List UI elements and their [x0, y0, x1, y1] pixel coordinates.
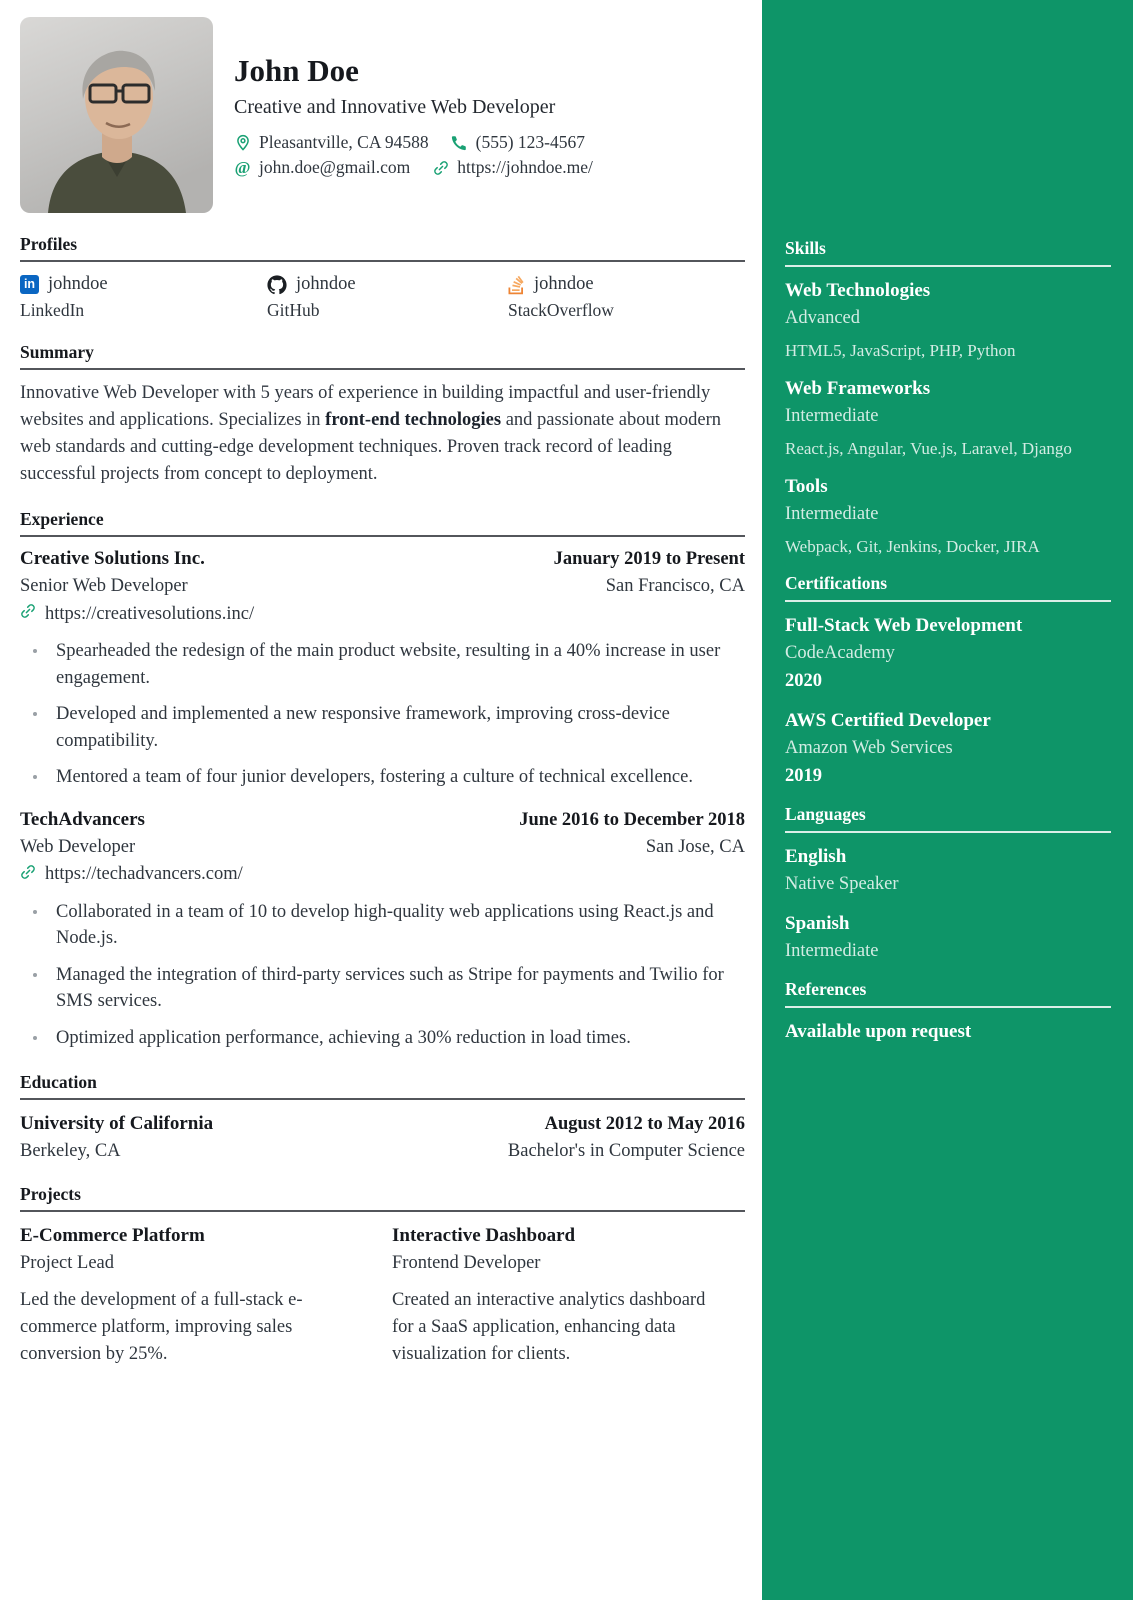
contact-website[interactable]: [432, 157, 593, 178]
profile-linkedin: [20, 274, 267, 321]
profile-network-label: StackOverflow: [508, 300, 614, 320]
profile-username: johndoe: [48, 274, 108, 294]
references-heading: References: [785, 979, 1111, 1008]
skill-item: [785, 475, 1111, 558]
bullet-item: Spearheaded the redesign of the main product website, resulting in a 40% increase in user engagement.: [20, 638, 745, 691]
project-name: E-Commerce Platform: [20, 1225, 205, 1246]
education-entry: [20, 1112, 745, 1163]
certification-issuer: CodeAcademy: [785, 643, 895, 663]
github-icon: [267, 275, 287, 295]
contact-website-text: https://johndoe.me/: [457, 157, 593, 177]
certification-issuer: Amazon Web Services: [785, 738, 953, 758]
language-name: Spanish: [785, 913, 850, 934]
profiles-heading: Profiles: [20, 234, 745, 262]
bullet-item: Optimized application performance, achieving a 30% reduction in load times.: [20, 1025, 745, 1052]
bullet-dot: [33, 775, 37, 779]
language-level: Native Speaker: [785, 874, 899, 894]
entry-company: TechAdvancers: [20, 808, 145, 830]
contact-block: [234, 132, 593, 178]
phone-icon: [451, 134, 468, 151]
location-pin-icon: [234, 134, 251, 151]
profile-network-label: LinkedIn: [20, 300, 85, 320]
contact-phone-text: (555) 123-4567: [475, 132, 586, 152]
entry-bullets: [20, 638, 745, 791]
bullet-item: Collaborated in a team of 10 to develop high-quality web applications using React.js and Node.js.: [20, 899, 745, 952]
bullet-item: Developed and implemented a new responsive framework, improving cross-device compatibility.: [20, 701, 745, 754]
language-item: [785, 845, 1111, 896]
skill-name: Tools: [785, 476, 828, 497]
entry-dates: January 2019 to Present: [553, 549, 745, 569]
education-degree: Bachelor's in Computer Science: [507, 1141, 745, 1161]
certification-year: 2019: [785, 766, 822, 786]
profile-photo-illustration: [20, 17, 213, 213]
certification-item: [785, 614, 1111, 693]
profile-github: [267, 274, 508, 321]
experience-entry: [20, 808, 745, 1052]
project-item: [392, 1224, 745, 1368]
language-item: [785, 912, 1111, 963]
education-school: University of California: [20, 1113, 214, 1134]
summary-bold-phrase: front-end technologies: [325, 410, 502, 430]
references-note: Available upon request: [785, 1021, 972, 1042]
profile-stackoverflow: [508, 274, 745, 321]
profile-username: johndoe: [534, 274, 594, 294]
section-experience: [20, 509, 745, 1051]
project-role: Frontend Developer: [392, 1253, 541, 1273]
section-education: [20, 1072, 745, 1163]
skill-keywords: HTML5, JavaScript, PHP, Python: [785, 341, 1016, 360]
profile-stackoverflow-link[interactable]: [508, 274, 745, 295]
entry-bullets: [20, 899, 745, 1052]
projects-heading: Projects: [20, 1184, 745, 1212]
education-dates: August 2012 to May 2016: [544, 1114, 745, 1134]
certifications-heading: Certifications: [785, 573, 1111, 602]
certification-name: AWS Certified Developer: [785, 710, 991, 731]
section-projects: [20, 1184, 745, 1368]
entry-position: Web Developer: [20, 836, 136, 857]
entry-location: San Jose, CA: [645, 836, 745, 857]
certification-item: [785, 709, 1111, 788]
profile-photo: [20, 17, 213, 213]
contact-row-2: [234, 157, 593, 178]
header-text: [234, 17, 593, 213]
certification-name: Full-Stack Web Development: [785, 615, 1023, 636]
entry-url[interactable]: [20, 603, 745, 625]
project-name: Interactive Dashboard: [392, 1225, 576, 1246]
projects-grid: [20, 1224, 745, 1368]
language-name: English: [785, 846, 847, 867]
profile-github-link[interactable]: [267, 274, 508, 295]
entry-location: San Francisco, CA: [605, 576, 745, 596]
contact-email-text: john.doe@gmail.com: [259, 157, 411, 177]
contact-location-text: Pleasantville, CA 94588: [259, 132, 429, 152]
project-description: Led the development of a full-stack e-commerce platform, improving sales conversion by 25%.: [20, 1290, 303, 1364]
stackoverflow-icon: [508, 275, 525, 295]
profile-username: johndoe: [296, 274, 356, 294]
entry-position: Senior Web Developer: [20, 576, 188, 596]
resume-sidebar: [762, 0, 1133, 1600]
bullet-item: Mentored a team of four junior developers, fostering a culture of technical excellence.: [20, 764, 745, 791]
entry-dates: June 2016 to December 2018: [519, 809, 745, 830]
bullet-item: Managed the integration of third-party services such as Stripe for payments and Twilio for SMS services.: [20, 962, 745, 1015]
profile-network-label: GitHub: [267, 300, 320, 320]
languages-heading: Languages: [785, 804, 1111, 833]
sidebar-section-skills: [785, 238, 1111, 558]
skill-level: Advanced: [785, 308, 860, 328]
contact-location: [234, 132, 429, 153]
contact-email[interactable]: [234, 157, 410, 178]
project-description: Created an interactive analytics dashboard for a SaaS application, enhancing data visualization for clients.: [392, 1290, 706, 1364]
person-headline: Creative and Innovative Web Developer: [234, 96, 556, 118]
skill-name: Web Technologies: [785, 280, 931, 301]
sidebar-section-references: [785, 979, 1111, 1044]
skills-heading: Skills: [785, 238, 1111, 267]
profiles-grid: [20, 274, 745, 321]
entry-company: Creative Solutions Inc.: [20, 548, 205, 569]
profile-linkedin-link[interactable]: [20, 274, 267, 295]
skill-keywords: Webpack, Git, Jenkins, Docker, JIRA: [785, 537, 1040, 556]
project-item: [20, 1224, 392, 1368]
skill-level: Intermediate: [785, 406, 879, 426]
education-heading: Education: [20, 1072, 745, 1100]
entry-head: [20, 808, 745, 859]
header: [20, 17, 745, 213]
entry-url-text: https://techadvancers.com/: [45, 864, 243, 884]
bullet-dot: [33, 712, 37, 716]
skill-level: Intermediate: [785, 504, 879, 524]
sidebar-section-languages: [785, 804, 1111, 963]
language-level: Intermediate: [785, 941, 879, 961]
at-sign-icon: @: [234, 158, 251, 177]
person-name: John Doe: [234, 53, 359, 88]
link-icon: [20, 603, 36, 625]
bullet-dot: [33, 973, 37, 977]
contact-row-1: [234, 132, 593, 153]
skill-name: Web Frameworks: [785, 378, 931, 399]
bullet-dot: [33, 1036, 37, 1040]
skill-keywords: React.js, Angular, Vue.js, Laravel, Django: [785, 439, 1072, 458]
section-profiles: [20, 234, 745, 321]
skill-item: [785, 279, 1111, 362]
contact-phone[interactable]: [451, 132, 585, 153]
linkedin-icon: in: [20, 275, 39, 294]
experience-heading: Experience: [20, 509, 745, 537]
sidebar-section-certifications: [785, 573, 1111, 788]
entry-url-text: https://creativesolutions.inc/: [45, 603, 255, 624]
bullet-dot: [33, 910, 37, 914]
bullet-dot: [33, 649, 37, 653]
experience-entry: [20, 547, 745, 791]
certification-year: 2020: [785, 671, 822, 691]
entry-head: [20, 547, 745, 598]
summary-text: Innovative Web Developer with 5 years of experience in building impactful and user-friendly websites and applications. Specializes in front-end technologies and passionate about modern web standards and cutting-edge development techniques. Proven track record of leading successful projects from concept to deployment.: [20, 383, 721, 484]
education-location: Berkeley, CA: [20, 1141, 121, 1161]
section-summary: [20, 342, 745, 488]
skill-item: [785, 377, 1111, 460]
link-icon: [432, 159, 449, 176]
entry-url[interactable]: [20, 864, 745, 886]
summary-heading: Summary: [20, 342, 745, 370]
link-icon: [20, 864, 36, 886]
project-role: Project Lead: [20, 1253, 114, 1273]
